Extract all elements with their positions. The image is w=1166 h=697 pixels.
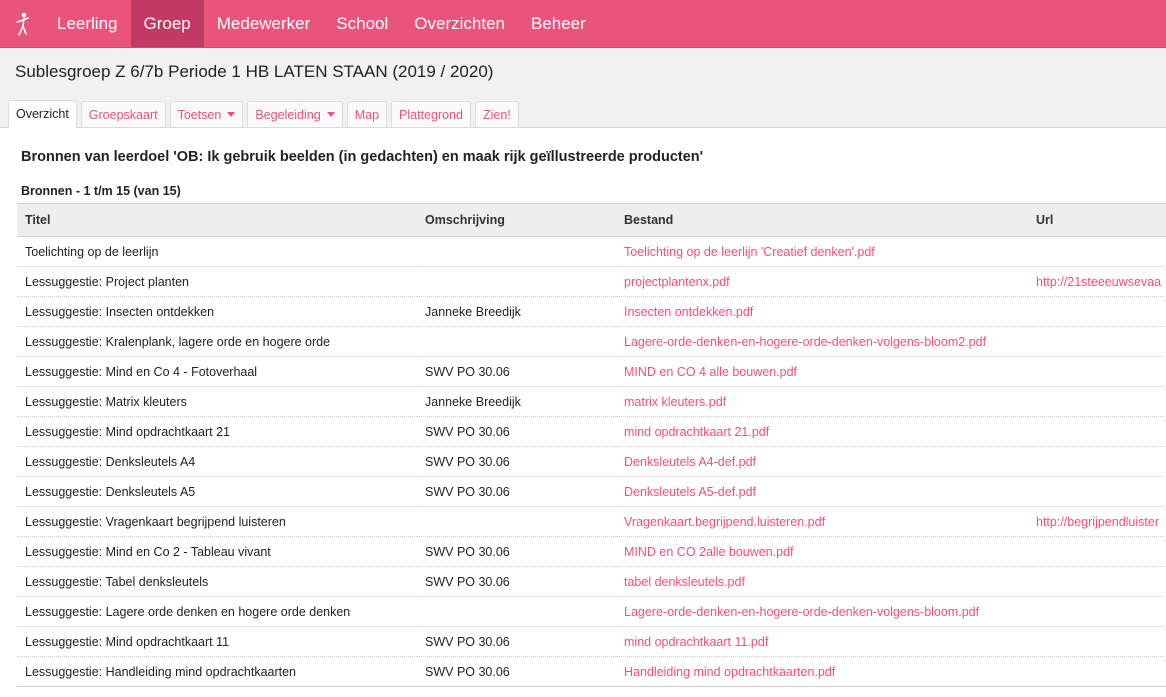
caret-down-icon (327, 112, 335, 117)
url-link (1028, 537, 1166, 567)
cell-omschrijving (417, 237, 616, 267)
tab-plattegrond[interactable] (391, 101, 471, 127)
top-navigation (0, 0, 1166, 48)
nav-item-overzichten[interactable]: Overzichten (414, 13, 505, 33)
cell-omschrijving: SWV PO 30.06 (417, 357, 616, 387)
tab-label: Toetsen (177, 107, 222, 122)
tab-map[interactable] (347, 101, 387, 127)
url-link (1028, 447, 1166, 477)
tab-groepskaart[interactable] (81, 101, 166, 127)
cell-omschrijving: SWV PO 30.06 (417, 627, 616, 657)
url-link (1028, 417, 1166, 447)
file-link[interactable]: Vragenkaart.begrijpend.luisteren.pdf (616, 507, 1028, 537)
file-link[interactable]: Denksleutels A4-def.pdf (616, 447, 1028, 477)
column-header-omschrijving[interactable]: Omschrijving (417, 204, 616, 237)
file-link[interactable]: Lagere-orde-denken-en-hogere-orde-denken-volgens-bloom2.pdf (616, 327, 1028, 357)
table-row (17, 357, 1166, 387)
tab-label: Groepskaart (88, 107, 158, 122)
tab-begeleiding[interactable] (247, 101, 342, 127)
nav-item-groep[interactable]: Groep (131, 0, 204, 47)
file-link[interactable]: Insecten ontdekken.pdf (616, 297, 1028, 327)
url-link (1028, 357, 1166, 387)
tab-zien[interactable] (475, 101, 519, 127)
url-link (1028, 327, 1166, 357)
cell-omschrijving: SWV PO 30.06 (417, 447, 616, 477)
column-header-bestand[interactable]: Bestand (616, 204, 1028, 237)
cell-titel: Lessuggestie: Matrix kleuters (17, 387, 417, 417)
tab-label: Overzicht (16, 107, 69, 121)
file-link[interactable]: Lagere-orde-denken-en-hogere-orde-denken-volgens-bloom.pdf (616, 597, 1028, 627)
cell-titel: Lessuggestie: Project planten (17, 267, 417, 297)
tab-overzicht[interactable] (8, 100, 77, 128)
table-body (17, 237, 1166, 687)
cell-titel: Lessuggestie: Denksleutels A5 (17, 477, 417, 507)
cell-titel: Lessuggestie: Handleiding mind opdrachtkaarten (17, 657, 417, 687)
table-row (17, 567, 1166, 597)
resources-table (17, 203, 1166, 687)
caret-down-icon (227, 112, 235, 117)
table-row (17, 447, 1166, 477)
nav-item-leerling[interactable]: Leerling (57, 13, 118, 33)
table-row (17, 537, 1166, 567)
cell-omschrijving: SWV PO 30.06 (417, 657, 616, 687)
file-link[interactable]: Handleiding mind opdrachtkaarten.pdf (616, 657, 1028, 687)
cell-titel: Lessuggestie: Tabel denksleutels (17, 567, 417, 597)
url-link (1028, 387, 1166, 417)
file-link[interactable]: MIND en CO 2alle bouwen.pdf (616, 537, 1028, 567)
file-link[interactable]: projectplantenx.pdf (616, 267, 1028, 297)
cell-omschrijving: SWV PO 30.06 (417, 567, 616, 597)
cell-omschrijving (417, 597, 616, 627)
tab-label: Plattegrond (399, 107, 463, 122)
url-link[interactable]: http://21steeeuwsevaa (1028, 267, 1166, 297)
cell-omschrijving: Janneke Breedijk (417, 297, 616, 327)
file-link[interactable]: MIND en CO 4 alle bouwen.pdf (616, 357, 1028, 387)
table-header-row (17, 204, 1166, 237)
column-header-url[interactable]: Url (1028, 204, 1166, 237)
cell-omschrijving (417, 327, 616, 357)
file-link[interactable]: tabel denksleutels.pdf (616, 567, 1028, 597)
results-count: Bronnen - 1 t/m 15 (van 15) (21, 184, 181, 198)
url-link (1028, 297, 1166, 327)
table-row (17, 627, 1166, 657)
url-link (1028, 237, 1166, 267)
table-row (17, 507, 1166, 537)
cell-titel: Toelichting op de leerlijn (17, 237, 417, 267)
table-row (17, 417, 1166, 447)
cell-titel: Lessuggestie: Mind opdrachtkaart 11 (17, 627, 417, 657)
url-link (1028, 567, 1166, 597)
table-row (17, 297, 1166, 327)
table-row (17, 657, 1166, 687)
nav-item-medewerker[interactable]: Medewerker (216, 13, 311, 33)
table-row (17, 387, 1166, 417)
page-title: Bronnen van leerdoel 'OB: Ik gebruik beelden (in gedachten) en maak rijk geïllustreerde producten' (21, 149, 704, 165)
file-link[interactable]: mind opdrachtkaart 21.pdf (616, 417, 1028, 447)
column-header-titel[interactable]: Titel (17, 204, 417, 237)
file-link[interactable]: Toelichting op de leerlijn 'Creatief denken'.pdf (616, 237, 1028, 267)
table-row (17, 477, 1166, 507)
url-link (1028, 477, 1166, 507)
cell-titel: Lessuggestie: Lagere orde denken en hogere orde denken (17, 597, 417, 627)
file-link[interactable]: Denksleutels A5-def.pdf (616, 477, 1028, 507)
tab-bar (0, 95, 1166, 128)
cell-omschrijving: SWV PO 30.06 (417, 537, 616, 567)
url-link (1028, 657, 1166, 687)
cell-omschrijving: SWV PO 30.06 (417, 417, 616, 447)
cell-titel: Lessuggestie: Vragenkaart begrijpend luisteren (17, 507, 417, 537)
cell-titel: Lessuggestie: Mind en Co 4 - Fotoverhaal (17, 357, 417, 387)
cell-omschrijving (417, 267, 616, 297)
table-row (17, 327, 1166, 357)
table-row (17, 237, 1166, 267)
cell-titel: Lessuggestie: Mind en Co 2 - Tableau vivant (17, 537, 417, 567)
tab-label: Begeleiding (255, 107, 321, 122)
page-header (0, 48, 1166, 95)
cell-titel: Lessuggestie: Mind opdrachtkaart 21 (17, 417, 417, 447)
logo-icon[interactable] (0, 0, 44, 47)
main-content (0, 149, 1166, 687)
url-link (1028, 627, 1166, 657)
nav-item-school[interactable]: School (336, 13, 389, 33)
table-row (17, 597, 1166, 627)
url-link[interactable]: http://begrijpendluister (1028, 507, 1166, 537)
url-link (1028, 597, 1166, 627)
file-link[interactable]: mind opdrachtkaart 11.pdf (616, 627, 1028, 657)
tab-label: Zien! (482, 107, 511, 122)
file-link[interactable]: matrix kleuters.pdf (616, 387, 1028, 417)
tab-label: Map (354, 107, 380, 122)
table-row (17, 267, 1166, 297)
tab-toetsen[interactable] (170, 101, 244, 127)
group-title: Sublesgroep Z 6/7b Periode 1 HB LATEN STAAN (2019 / 2020) (15, 61, 494, 81)
cell-omschrijving: SWV PO 30.06 (417, 477, 616, 507)
cell-titel: Lessuggestie: Insecten ontdekken (17, 297, 417, 327)
cell-titel: Lessuggestie: Kralenplank, lagere orde en hogere orde (17, 327, 417, 357)
cell-omschrijving: Janneke Breedijk (417, 387, 616, 417)
cell-omschrijving (417, 507, 616, 537)
nav-item-beheer[interactable]: Beheer (530, 13, 586, 33)
cell-titel: Lessuggestie: Denksleutels A4 (17, 447, 417, 477)
